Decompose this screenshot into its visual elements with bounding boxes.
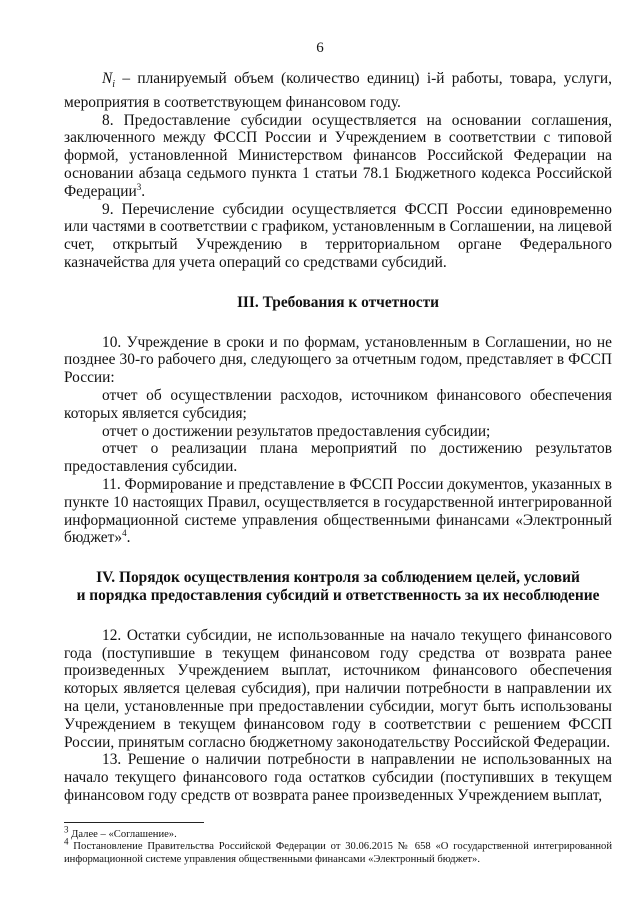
section-3-heading: III. Требования к отчетности [236, 293, 440, 311]
paragraph-ni-definition [64, 70, 612, 112]
footnote-text: Далее – «Соглашение». [68, 829, 177, 840]
footnote-ref-3: 3 [136, 181, 142, 192]
paragraph-text: 11. Формирование и представление в ФССП России документов, указанных в пункте 10 настоящих Правил, осуществляется в государственной интегрированной информационной системе управления общественными финансами «Электронный бюджет» [64, 476, 612, 547]
footnote-mark: 4 [64, 836, 69, 847]
variable-n: N [102, 70, 113, 87]
paragraph-tail: . [141, 182, 146, 200]
paragraph-text: 8. Предоставление субсидии осуществляется на основании соглашения, заключенного между ФССП России и Учреждением в соответствии с типовой формой, установленной Министерством финансов Российской Федерации на основании абзаца седьмого пункта 1 статьи 78.1 Бюджетного кодекса Российской Федерации [64, 111, 612, 200]
paragraph-12: 12. Остатки субсидии, не использованные на начало текущего финансового года (поступившие в текущем финансовом году средства от возврата ранее произведенных Учреждением выплат, источником финансового обеспечения которых является целевая субсидия), при наличии потребности в направлении их на цели, установленные при предоставлении субсидии, могут быть использованы Учреждением в текущем финансовом году в соответствии с решением ФССП России, принятым согласно бюджетному законодательству Российской Федерации. [64, 626, 612, 751]
section-4-heading-line-1: IV. Порядок осуществления контроля за соблюдением целей, условий [96, 569, 580, 587]
footnote-mark: 3 [64, 824, 69, 835]
footnote-separator [64, 822, 204, 823]
section-4-heading [64, 569, 612, 605]
paragraph-report-plan: отчет о реализации плана мероприятий по достижению результатов предоставления субсидии. [64, 440, 612, 476]
footnote-text: Постановление Правительства Российской Федерации от 30.06.2015 № 658 «О государственной интегрированной информационной системе управления общественными финансами «Электронный бюджет». [64, 841, 612, 865]
paragraph-tail: . [126, 529, 131, 547]
paragraph-report-expenses: отчет об осуществлении расходов, источником финансового обеспечения которых является субсидия; [64, 387, 612, 422]
paragraph-10: 10. Учреждение в сроки и по формам, установленным в Соглашении, но не позднее 30-го рабочего дня, следующего за отчетным годом, представляет в ФССП России: [64, 333, 612, 387]
footnote-4 [64, 836, 612, 866]
paragraph-9: 9. Перечисление субсидии осуществляется ФССП России единовременно или частями в соответствии с графиком, установленным в Соглашении, на лицевой счет, открытый Учреждению в территориальном органе Федерального казначейства для учета операций со средствами субсидий. [64, 200, 612, 272]
paragraph-8 [64, 112, 612, 201]
paragraph-11 [64, 476, 612, 547]
variable-subscript: i [112, 79, 116, 91]
paragraph-report-results: отчет о достижении результатов предоставления субсидии; [102, 422, 491, 440]
paragraph-text: – планируемый объем (количество единиц) i-й работы, товара, услуги, мероприятия в соответствующем финансовом году. [64, 70, 612, 111]
page-number: 6 [316, 40, 324, 56]
section-4-heading-line-2: и порядка предоставления субсидий и ответственность за их несоблюдение [76, 587, 600, 604]
document-body [64, 70, 612, 805]
footnote-ref-4: 4 [122, 528, 127, 539]
footnote-3 [64, 824, 612, 841]
paragraph-13: 13. Решение о наличии потребности в направлении не использованных на начало текущего финансового года остатков субсидии (поступивших в текущем финансовом году средств от возврата ранее произведенных Учреждением выплат, [64, 751, 612, 804]
footnotes [64, 822, 612, 866]
